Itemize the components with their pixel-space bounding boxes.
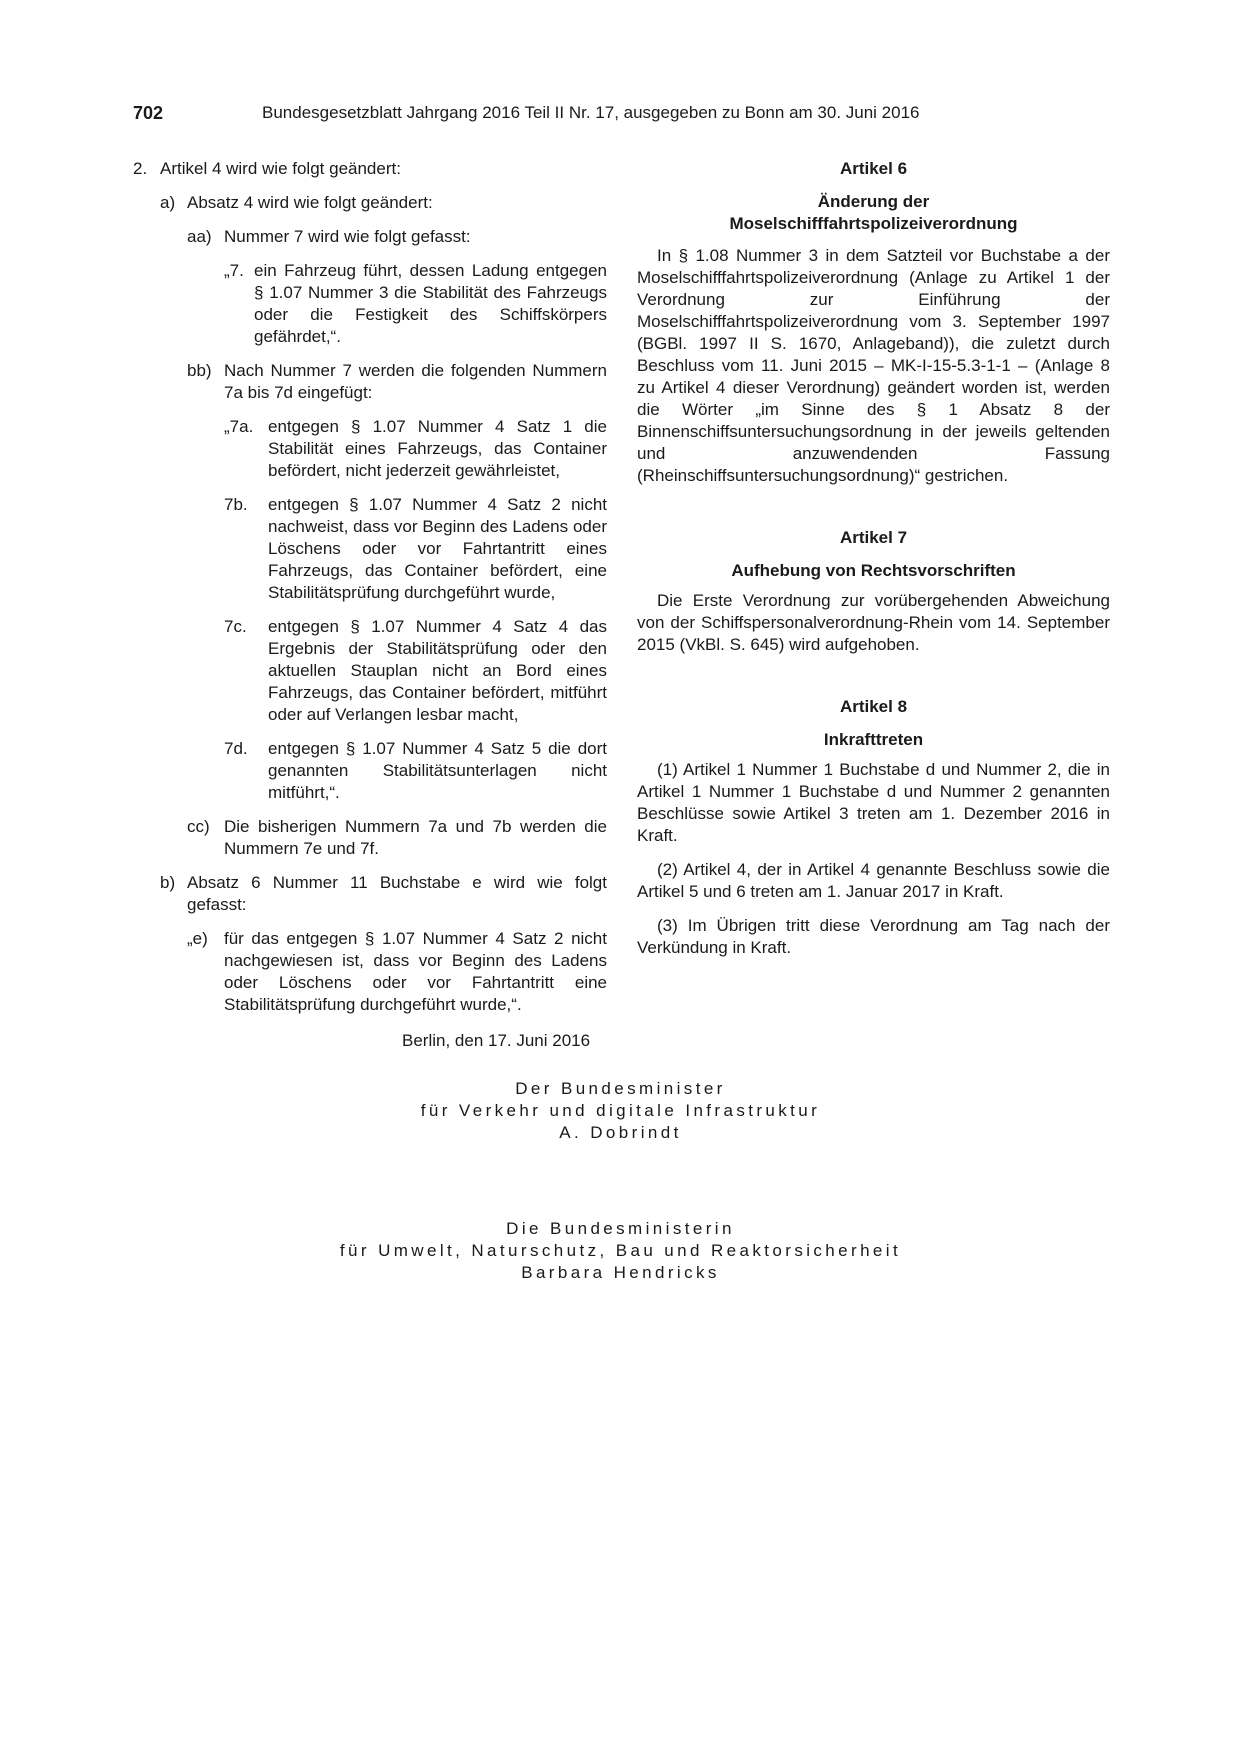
- item-label: 7c.: [224, 617, 247, 636]
- item-text: Absatz 6 Nummer 11 Buchstabe e wird wie folgt gefasst:: [187, 873, 607, 914]
- article-7-title: Artikel 7: [839, 528, 908, 547]
- article-6-text: In § 1.08 Nummer 3 in dem Satzteil vor Buchstabe a der Moselschifffahrtspolizeiverordnung (Anlage zu Artikel 1 der Verordnung zur Einführung der Moselschifffahrtspolizeiverordnung vom 3. September 1997 (BGBl. 1997 II S. 1670, Anlageband)), die zuletzt durch Beschluss vom 11. Juni 2015 – MK-I-15-5.3-1-1 – (Anlage 8 zu Artikel 4 dieser Verordnung) geändert worden ist, werden die Wörter „im Sinne des § 1 Absatz 8 der Binnenschiffsuntersuchungsordnung in der jeweils geltenden und anzuwendenden Fassung (Rheinschiffsuntersuchungsordnung)“ gestrichen.: [637, 246, 1110, 485]
- running-header: Bundesgesetzblatt Jahrgang 2016 Teil II Nr. 17, ausgegeben zu Bonn am 30. Juni 2016: [262, 103, 920, 122]
- spacer: [637, 499, 1110, 527]
- item-label: 2.: [133, 159, 148, 178]
- item-label: 7d.: [224, 739, 248, 758]
- article-6-heading: [637, 191, 1110, 235]
- item-text: Artikel 4 wird wie folgt geändert:: [160, 159, 401, 178]
- page-number: 702: [133, 103, 164, 123]
- place-date: Berlin, den 17. Juni 2016: [402, 1031, 591, 1050]
- article-6-title: Artikel 6: [839, 159, 908, 178]
- list-item: [133, 226, 607, 248]
- item-text: Die bisherigen Nummern 7a und 7b werden die Nummern 7e und 7f.: [224, 817, 607, 858]
- item-text: Absatz 4 wird wie folgt geändert:: [187, 193, 433, 212]
- item-label: bb): [187, 361, 212, 380]
- signatory-ministry: für Verkehr und digitale Infrastruktur: [420, 1101, 821, 1120]
- item-text: entgegen § 1.07 Nummer 4 Satz 1 die Stabilität eines Fahrzeugs, das Container befördert, nicht jederzeit gewährleistet,: [268, 417, 607, 480]
- article-8-para-2: (2) Artikel 4, der in Artikel 4 genannte Beschluss sowie die Artikel 5 und 6 treten am 1. Januar 2017 in Kraft.: [637, 860, 1110, 901]
- list-item: [133, 928, 607, 1016]
- item-label: aa): [187, 227, 212, 246]
- list-item: [133, 816, 607, 860]
- item-text: entgegen § 1.07 Nummer 4 Satz 2 nicht nachweist, dass vor Beginn des Ladens oder Löschens oder vor Fahrtantritt eines Fahrzeugs, das Container befördert, eine Stabilitätsprüfung durchgeführt wurde,: [268, 495, 607, 602]
- signatory-name: Barbara Hendricks: [521, 1263, 720, 1282]
- list-item: [133, 192, 607, 214]
- article-8-para-3: (3) Im Übrigen tritt diese Verordnung am Tag nach der Verkündung in Kraft.: [637, 916, 1110, 957]
- item-label: cc): [187, 817, 210, 836]
- list-item: [133, 416, 607, 482]
- signatory-role: Der Bundesminister: [515, 1079, 726, 1098]
- item-label: „e): [187, 929, 208, 948]
- list-item: [133, 616, 607, 726]
- item-text: Nach Nummer 7 werden die folgenden Nummern 7a bis 7d eingefügt:: [224, 361, 607, 402]
- signature-block-2: [0, 1218, 1241, 1284]
- item-text: entgegen § 1.07 Nummer 4 Satz 4 das Ergebnis der Stabilitätsprüfung oder den aktuellen Stauplan nicht an Bord eines Fahrzeugs, das Container befördert, mitführt oder auf Verlangen lesbar macht,: [268, 617, 607, 724]
- article-7-text: Die Erste Verordnung zur vorübergehenden Abweichung von der Schiffspersonalverordnung-Rhein vom 14. September 2015 (VkBl. S. 645) wird aufgehoben.: [637, 591, 1110, 654]
- list-item: [133, 260, 607, 348]
- article-8-heading: Inkrafttreten: [823, 730, 924, 749]
- article-7-heading: Aufhebung von Rechtsvorschriften: [731, 561, 1016, 580]
- list-item: [133, 738, 607, 804]
- item-label: a): [160, 193, 176, 212]
- spacer: [637, 668, 1110, 696]
- item-label: b): [160, 873, 176, 892]
- item-text: entgegen § 1.07 Nummer 4 Satz 5 die dort genannten Stabilitätsunterlagen nicht mitführt,“.: [268, 739, 607, 802]
- article-6-heading-line-1: Änderung der: [817, 192, 930, 211]
- article-8-para-1: (1) Artikel 1 Nummer 1 Buchstabe d und Nummer 2, die in Artikel 1 Nummer 1 Buchstabe d und Nummer 2 genannten Beschlüsse sowie Artikel 3 treten am 1. Dezember 2016 in Kraft.: [637, 760, 1110, 845]
- list-item: [133, 494, 607, 604]
- item-text: ein Fahrzeug führt, dessen Ladung entgegen § 1.07 Nummer 3 die Stabilität des Fahrzeugs oder die Festigkeit des Schiffskörpers gefährdet,“.: [254, 261, 607, 346]
- article-6-heading-line-2: Moselschifffahrtspolizeiverordnung: [729, 214, 1018, 233]
- item-label: „7a.: [224, 417, 254, 436]
- right-column: [637, 158, 1110, 971]
- list-item: [133, 158, 607, 180]
- left-column: [133, 158, 607, 1028]
- article-8-title: Artikel 8: [839, 697, 908, 716]
- list-item: [133, 360, 607, 404]
- item-text: Nummer 7 wird wie folgt gefasst:: [224, 227, 471, 246]
- list-item: [133, 872, 607, 916]
- signatory-name: A. Dobrindt: [559, 1123, 682, 1142]
- item-label: 7b.: [224, 495, 248, 514]
- item-text: für das entgegen § 1.07 Nummer 4 Satz 2 nicht nachgewiesen ist, dass vor Beginn des Ladens oder Löschens oder vor Fahrtantritt eine Stabilitätsprüfung durchgeführt wurde,“.: [224, 929, 607, 1014]
- signatory-role: Die Bundesministerin: [506, 1219, 735, 1238]
- signatory-ministry: für Umwelt, Naturschutz, Bau und Reaktorsicherheit: [339, 1241, 902, 1260]
- signature-block-1: [0, 1078, 1241, 1144]
- item-label: „7.: [224, 261, 244, 280]
